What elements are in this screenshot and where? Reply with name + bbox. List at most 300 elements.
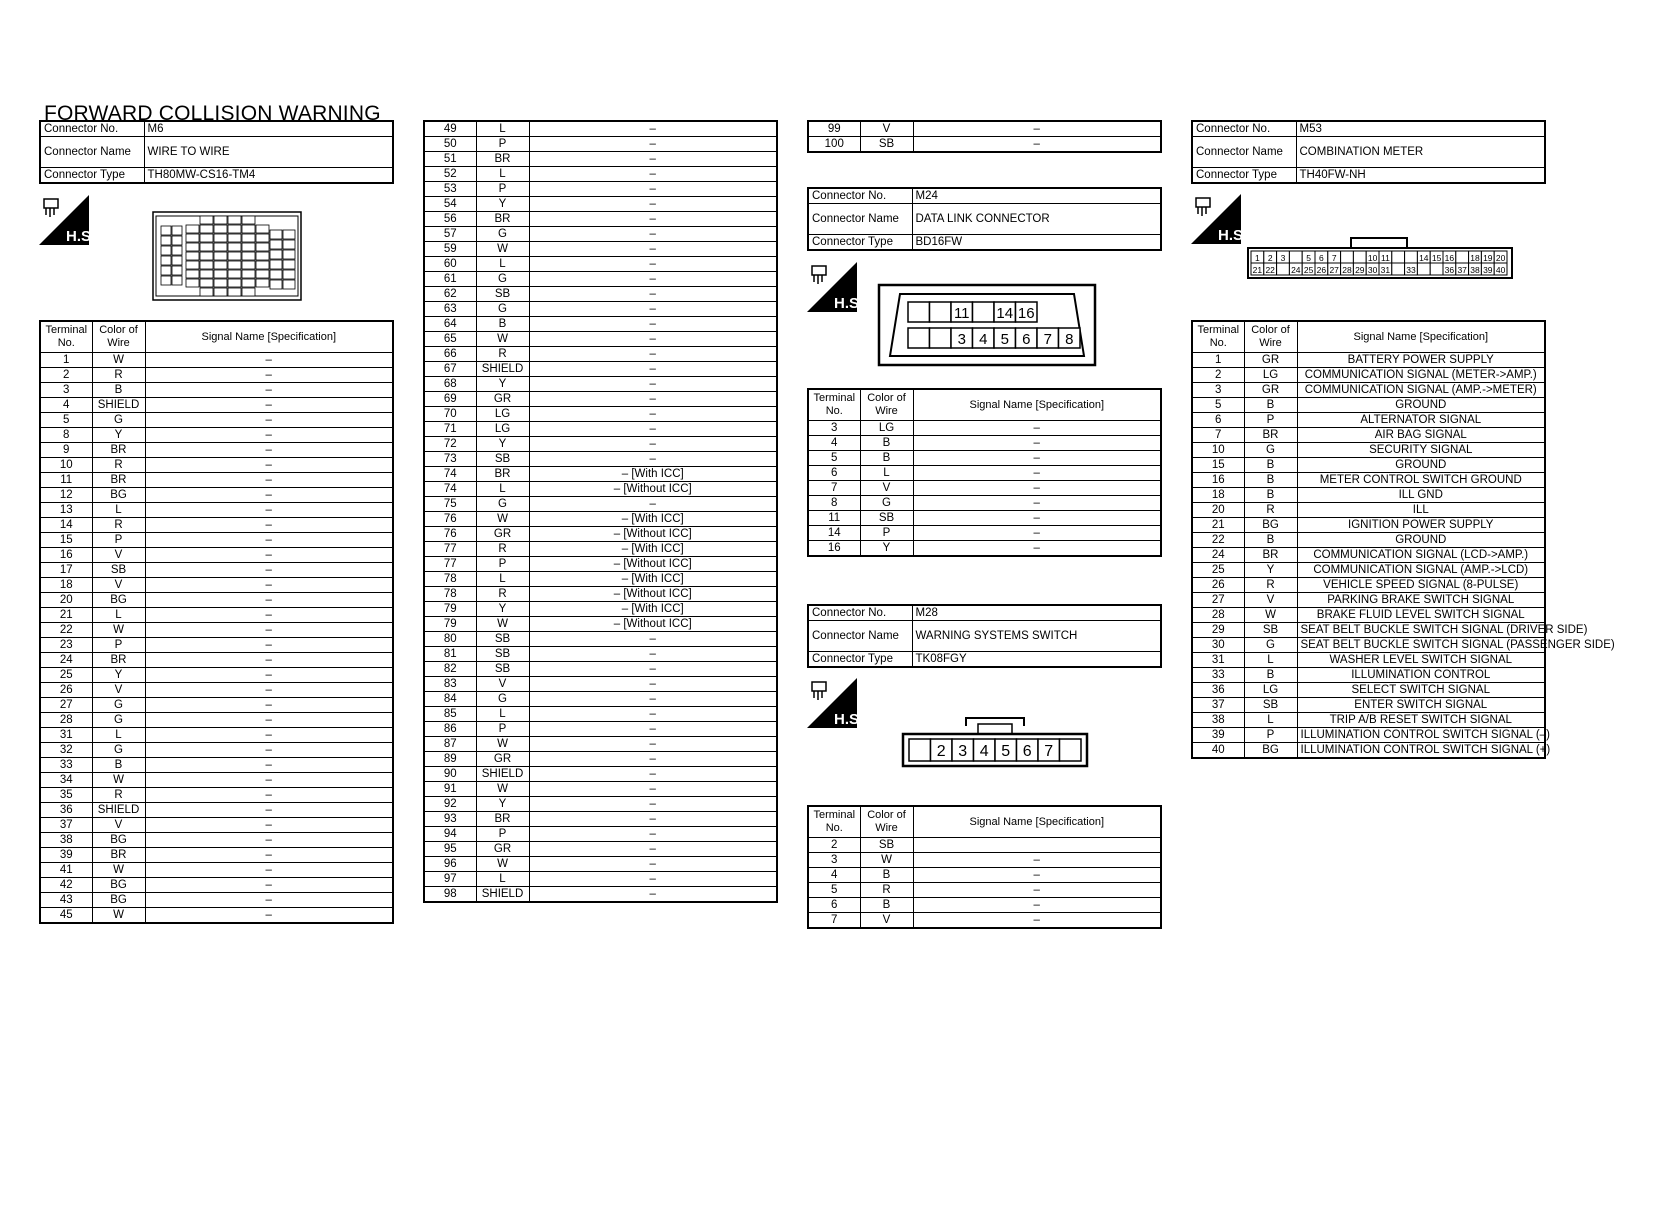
terminal-no-cell: 27 bbox=[1192, 593, 1244, 608]
terminal-no-cell: 20 bbox=[40, 593, 92, 608]
signal-name-cell: – bbox=[529, 197, 777, 212]
terminal-no-cell: 73 bbox=[424, 452, 476, 467]
wire-color-cell: W bbox=[92, 863, 145, 878]
pin-cavity bbox=[172, 256, 182, 265]
pin-number: 7 bbox=[1043, 331, 1052, 348]
wire-color-cell: R bbox=[860, 883, 913, 898]
signal-name-cell: VEHICLE SPEED SIGNAL (8-PULSE) bbox=[1297, 578, 1545, 593]
signal-name-cell: – bbox=[145, 848, 393, 863]
signal-name-cell: – bbox=[529, 857, 777, 872]
pin-cavity bbox=[256, 252, 269, 260]
pin-cavity bbox=[242, 243, 255, 251]
signal-name-cell: – bbox=[145, 398, 393, 413]
table-row bbox=[808, 121, 1161, 137]
pin-cavity bbox=[228, 270, 241, 278]
wire-color-cell: SB bbox=[476, 647, 529, 662]
wire-color-cell: BR bbox=[476, 812, 529, 827]
signal-name-cell: – bbox=[145, 458, 393, 473]
terminal-no-cell: 29 bbox=[1192, 623, 1244, 638]
pin-cavity bbox=[1392, 263, 1405, 275]
wire-color-cell: LG bbox=[1244, 683, 1297, 698]
wire-color-cell: V bbox=[92, 683, 145, 698]
signal-name-cell: – bbox=[529, 452, 777, 467]
pin-cavity bbox=[242, 261, 255, 269]
wire-color-cell: SB bbox=[476, 287, 529, 302]
pin-cavity bbox=[930, 328, 952, 348]
signal-name-cell: – bbox=[913, 137, 1161, 153]
signal-name-cell: – bbox=[529, 347, 777, 362]
connector-type-label: Connector Type bbox=[1192, 168, 1296, 184]
wire-color-cell: L bbox=[476, 257, 529, 272]
table-row bbox=[424, 332, 777, 347]
table-row bbox=[40, 758, 393, 773]
pin-number: 14 bbox=[1419, 253, 1429, 263]
pin-cavity bbox=[172, 226, 182, 235]
signal-name-cell: COMMUNICATION SIGNAL (AMP.->METER) bbox=[1297, 383, 1545, 398]
signal-name-cell: – bbox=[145, 443, 393, 458]
pin-cavity bbox=[283, 250, 295, 259]
signal-name-cell: GROUND bbox=[1297, 458, 1545, 473]
pin-number: 6 bbox=[1022, 743, 1032, 760]
terminal-no-cell: 90 bbox=[424, 767, 476, 782]
terminal-no-cell: 22 bbox=[1192, 533, 1244, 548]
connector-no-value: M24 bbox=[912, 188, 1161, 204]
pin-cavity bbox=[161, 276, 171, 285]
wire-color-cell: R bbox=[476, 587, 529, 602]
table-row bbox=[40, 383, 393, 398]
pin-cavity bbox=[270, 270, 282, 279]
terminal-no-cell: 80 bbox=[424, 632, 476, 647]
wire-color-cell: G bbox=[92, 413, 145, 428]
wire-color-cell: BR bbox=[1244, 548, 1297, 563]
table-row bbox=[40, 743, 393, 758]
terminal-no-cell: 64 bbox=[424, 317, 476, 332]
table-row bbox=[424, 137, 777, 152]
wire-color-cell: B bbox=[1244, 533, 1297, 548]
terminal-no-cell: 40 bbox=[1192, 743, 1244, 759]
pin-cavity bbox=[908, 302, 930, 322]
signal-name-cell: – bbox=[145, 653, 393, 668]
wire-color-cell: Y bbox=[860, 541, 913, 557]
pin-cavity bbox=[242, 270, 255, 278]
wire-color-cell: SB bbox=[476, 632, 529, 647]
terminal-no-cell: 8 bbox=[40, 428, 92, 443]
pin-cavity bbox=[256, 279, 269, 287]
table-row bbox=[808, 853, 1161, 868]
table-row bbox=[40, 458, 393, 473]
m28-connector-face-diagram bbox=[902, 716, 1090, 773]
table-row bbox=[424, 782, 777, 797]
wire-color-cell: B bbox=[1244, 458, 1297, 473]
m53-connector-face-diagram bbox=[1247, 234, 1515, 285]
table-row bbox=[424, 287, 777, 302]
terminal-no-cell: 28 bbox=[40, 713, 92, 728]
wire-color-cell: W bbox=[476, 782, 529, 797]
pin-cavity bbox=[283, 270, 295, 279]
wire-color-cell: P bbox=[92, 638, 145, 653]
table-row bbox=[424, 662, 777, 677]
table-row bbox=[808, 481, 1161, 496]
table-row bbox=[40, 413, 393, 428]
signal-name-cell: – bbox=[145, 413, 393, 428]
terminal-no-cell: 26 bbox=[40, 683, 92, 698]
signal-name-cell: – bbox=[529, 632, 777, 647]
terminal-no-cell: 1 bbox=[1192, 353, 1244, 368]
terminal-no-header: Terminal No. bbox=[1192, 321, 1244, 353]
table-row bbox=[808, 541, 1161, 557]
signal-name-cell: – bbox=[913, 481, 1161, 496]
wire-color-cell: LG bbox=[1244, 368, 1297, 383]
signal-name-cell: BRAKE FLUID LEVEL SWITCH SIGNAL bbox=[1297, 608, 1545, 623]
signal-name-cell: – bbox=[145, 863, 393, 878]
m24-connector-info bbox=[807, 187, 1162, 251]
harness-side-icon bbox=[807, 262, 864, 312]
signal-name-cell: WASHER LEVEL SWITCH SIGNAL bbox=[1297, 653, 1545, 668]
table-row bbox=[1192, 578, 1545, 593]
terminal-no-cell: 84 bbox=[424, 692, 476, 707]
terminal-no-cell: 39 bbox=[40, 848, 92, 863]
pin-cavity bbox=[1405, 251, 1418, 263]
table-row bbox=[808, 466, 1161, 481]
pin-cavity bbox=[186, 270, 199, 278]
terminal-no-cell: 59 bbox=[424, 242, 476, 257]
pin-cavity bbox=[200, 216, 213, 224]
table-row bbox=[424, 437, 777, 452]
signal-name-cell: – bbox=[913, 496, 1161, 511]
wire-color-cell: BG bbox=[1244, 518, 1297, 533]
wire-color-cell: SB bbox=[1244, 698, 1297, 713]
connector-housing bbox=[879, 285, 1095, 365]
connector-type-label: Connector Type bbox=[808, 235, 912, 251]
pin-number: 3 bbox=[958, 743, 968, 760]
connector-no-label: Connector No. bbox=[1192, 121, 1296, 137]
wire-color-cell: LG bbox=[860, 421, 913, 436]
signal-name-cell: – bbox=[529, 422, 777, 437]
table-row bbox=[40, 593, 393, 608]
wire-color-cell: R bbox=[92, 458, 145, 473]
terminal-no-cell: 7 bbox=[808, 913, 860, 929]
pin-number: 20 bbox=[1495, 253, 1506, 263]
pin-cavity bbox=[161, 236, 171, 245]
wire-color-cell: G bbox=[476, 272, 529, 287]
table-row bbox=[808, 137, 1161, 153]
table-row bbox=[808, 496, 1161, 511]
terminal-no-cell: 77 bbox=[424, 542, 476, 557]
wire-color-cell: GR bbox=[476, 752, 529, 767]
terminal-no-cell: 5 bbox=[1192, 398, 1244, 413]
terminal-no-cell: 23 bbox=[40, 638, 92, 653]
terminal-no-cell: 38 bbox=[40, 833, 92, 848]
pin-cavity bbox=[200, 225, 213, 233]
terminal-no-cell: 3 bbox=[40, 383, 92, 398]
wire-color-cell: W bbox=[476, 737, 529, 752]
table-row bbox=[808, 451, 1161, 466]
pin-number: 31 bbox=[1380, 265, 1391, 275]
pin-number: 3 bbox=[1280, 253, 1286, 263]
pin-number: 11 bbox=[953, 305, 970, 322]
signal-name-cell: – bbox=[913, 421, 1161, 436]
signal-name-cell: – bbox=[529, 317, 777, 332]
wire-color-cell: R bbox=[476, 542, 529, 557]
pin-cavity bbox=[200, 288, 213, 296]
connector-no-label: Connector No. bbox=[40, 121, 144, 137]
terminal-no-cell: 67 bbox=[424, 362, 476, 377]
harness-side-icon bbox=[39, 195, 96, 245]
pin-number: 27 bbox=[1329, 265, 1339, 275]
terminal-no-cell: 31 bbox=[1192, 653, 1244, 668]
terminal-no-cell: 78 bbox=[424, 572, 476, 587]
pin-number: 5 bbox=[1001, 743, 1011, 760]
terminal-no-cell: 71 bbox=[424, 422, 476, 437]
signal-name-cell: – bbox=[913, 466, 1161, 481]
wire-color-cell: R bbox=[92, 518, 145, 533]
signal-name-cell: – bbox=[529, 752, 777, 767]
terminal-no-cell: 10 bbox=[1192, 443, 1244, 458]
terminal-no-cell: 16 bbox=[808, 541, 860, 557]
terminal-no-cell: 7 bbox=[808, 481, 860, 496]
table-row bbox=[808, 883, 1161, 898]
pin-cavity bbox=[270, 250, 282, 259]
table-row bbox=[424, 827, 777, 842]
pin-cavity bbox=[270, 240, 282, 249]
pin-number: 6 bbox=[1022, 331, 1031, 348]
pin-cavity bbox=[186, 261, 199, 269]
m24-terminal-table bbox=[807, 388, 1162, 557]
signal-name-cell: – bbox=[913, 541, 1161, 557]
pin-cavity bbox=[214, 234, 227, 242]
signal-name-cell: – bbox=[913, 868, 1161, 883]
terminal-no-cell: 3 bbox=[808, 853, 860, 868]
pin-cavity bbox=[172, 266, 182, 275]
connector-type-label: Connector Type bbox=[808, 652, 912, 668]
signal-name-cell: – bbox=[529, 782, 777, 797]
pin-cavity bbox=[1417, 263, 1430, 275]
harness-side-icon bbox=[807, 678, 864, 728]
table-row bbox=[40, 818, 393, 833]
table-row bbox=[40, 443, 393, 458]
terminal-no-cell: 6 bbox=[1192, 413, 1244, 428]
signal-name-cell: – bbox=[145, 893, 393, 908]
signal-name-cell: ENTER SWITCH SIGNAL bbox=[1297, 698, 1545, 713]
table-row bbox=[424, 767, 777, 782]
table-row bbox=[1192, 593, 1545, 608]
pin-cavity bbox=[172, 276, 182, 285]
wire-color-cell: SB bbox=[476, 662, 529, 677]
pin-cavity bbox=[242, 288, 255, 296]
pin-cavity bbox=[186, 252, 199, 260]
signal-name-cell: – bbox=[529, 272, 777, 287]
signal-name-cell: – bbox=[145, 473, 393, 488]
signal-name-cell: – [With ICC] bbox=[529, 467, 777, 482]
terminal-no-cell: 89 bbox=[424, 752, 476, 767]
table-row bbox=[424, 617, 777, 632]
table-row bbox=[424, 347, 777, 362]
pin-cavity bbox=[930, 302, 952, 322]
terminal-no-cell: 14 bbox=[808, 526, 860, 541]
signal-name-cell: – bbox=[529, 212, 777, 227]
terminal-no-cell: 4 bbox=[808, 868, 860, 883]
terminal-no-cell: 11 bbox=[808, 511, 860, 526]
wire-color-cell: GR bbox=[476, 842, 529, 857]
wire-color-cell: GR bbox=[476, 392, 529, 407]
table-row bbox=[424, 677, 777, 692]
pin-number: 30 bbox=[1367, 265, 1378, 275]
terminal-no-cell: 14 bbox=[40, 518, 92, 533]
signal-name-cell: – bbox=[145, 548, 393, 563]
terminal-no-cell: 52 bbox=[424, 167, 476, 182]
signal-name-cell: – bbox=[145, 593, 393, 608]
signal-name-cell: SELECT SWITCH SIGNAL bbox=[1297, 683, 1545, 698]
terminal-no-cell: 97 bbox=[424, 872, 476, 887]
wire-color-cell: W bbox=[476, 242, 529, 257]
wire-color-cell: L bbox=[476, 572, 529, 587]
terminal-no-cell: 34 bbox=[40, 773, 92, 788]
signal-name-cell: – bbox=[529, 121, 777, 137]
wire-color-cell: B bbox=[860, 436, 913, 451]
wire-color-cell: G bbox=[476, 692, 529, 707]
signal-name-cell: – bbox=[145, 743, 393, 758]
signal-name-cell: – bbox=[913, 121, 1161, 137]
terminal-no-cell: 30 bbox=[1192, 638, 1244, 653]
harness-side-icon bbox=[1191, 194, 1248, 244]
signal-name-cell: – bbox=[529, 437, 777, 452]
pin-cavity bbox=[186, 225, 199, 233]
pin-cavity bbox=[1341, 251, 1354, 263]
signal-name-cell: ILLUMINATION CONTROL SWITCH SIGNAL (+) bbox=[1297, 743, 1545, 759]
signal-name-cell: – bbox=[145, 878, 393, 893]
terminal-no-cell: 9 bbox=[40, 443, 92, 458]
wire-color-cell: Y bbox=[1244, 563, 1297, 578]
terminal-no-cell: 33 bbox=[40, 758, 92, 773]
table-row bbox=[424, 512, 777, 527]
color-of-wire-header: Color of Wire bbox=[860, 806, 913, 838]
pin-cavity bbox=[270, 260, 282, 269]
wire-color-cell: P bbox=[476, 557, 529, 572]
table-row bbox=[1192, 533, 1545, 548]
pin-cavity bbox=[214, 270, 227, 278]
terminal-no-cell: 83 bbox=[424, 677, 476, 692]
terminal-no-cell: 74 bbox=[424, 467, 476, 482]
signal-name-cell: – bbox=[529, 722, 777, 737]
pin-cavity bbox=[908, 328, 930, 348]
pin-cavity bbox=[228, 252, 241, 260]
wire-color-cell: R bbox=[92, 788, 145, 803]
wire-color-cell: Y bbox=[476, 797, 529, 812]
wire-color-cell: LG bbox=[476, 407, 529, 422]
m53-terminal-table bbox=[1191, 320, 1615, 759]
wire-color-cell: BG bbox=[92, 593, 145, 608]
terminal-no-cell: 63 bbox=[424, 302, 476, 317]
signal-name-cell: – bbox=[529, 677, 777, 692]
signal-name-cell: SECURITY SIGNAL bbox=[1297, 443, 1545, 458]
wire-color-cell: B bbox=[1244, 488, 1297, 503]
signal-name-cell: ILLUMINATION CONTROL SWITCH SIGNAL (–) bbox=[1297, 728, 1545, 743]
table-row bbox=[1192, 728, 1545, 743]
signal-name-cell: SEAT BELT BUCKLE SWITCH SIGNAL (PASSENGER SIDE) bbox=[1297, 638, 1545, 653]
table-row bbox=[424, 227, 777, 242]
table-row bbox=[40, 608, 393, 623]
wire-color-cell: G bbox=[476, 497, 529, 512]
table-row bbox=[424, 797, 777, 812]
pin-cavity bbox=[242, 234, 255, 242]
pin-number: 16 bbox=[1444, 253, 1455, 263]
table-row bbox=[424, 121, 777, 137]
signal-name-cell: – bbox=[529, 332, 777, 347]
terminal-no-cell: 41 bbox=[40, 863, 92, 878]
wire-color-cell: B bbox=[860, 868, 913, 883]
wire-color-cell: SB bbox=[860, 838, 913, 853]
table-row bbox=[1192, 383, 1545, 398]
table-row bbox=[424, 197, 777, 212]
pin-cavity bbox=[200, 234, 213, 242]
table-row bbox=[40, 623, 393, 638]
terminal-no-cell: 95 bbox=[424, 842, 476, 857]
signal-name-cell: – bbox=[145, 623, 393, 638]
signal-name-cell: – [With ICC] bbox=[529, 512, 777, 527]
signal-name-cell: – bbox=[145, 488, 393, 503]
page-title: FORWARD COLLISION WARNING bbox=[44, 102, 381, 125]
signal-name-cell: – bbox=[529, 227, 777, 242]
pin-number: 8 bbox=[1065, 331, 1074, 348]
terminal-no-cell: 6 bbox=[808, 466, 860, 481]
signal-name-cell: COMMUNICATION SIGNAL (METER->AMP.) bbox=[1297, 368, 1545, 383]
pin-number: 38 bbox=[1470, 265, 1480, 275]
wire-color-cell: G bbox=[476, 302, 529, 317]
signal-name-cell: – bbox=[913, 883, 1161, 898]
terminal-no-cell: 91 bbox=[424, 782, 476, 797]
terminal-no-cell: 65 bbox=[424, 332, 476, 347]
table-row bbox=[40, 668, 393, 683]
table-row bbox=[40, 473, 393, 488]
wire-color-cell: L bbox=[476, 167, 529, 182]
wire-color-cell: SHIELD bbox=[476, 767, 529, 782]
signal-name-cell: – bbox=[529, 767, 777, 782]
table-row bbox=[40, 638, 393, 653]
pin-number: 5 bbox=[1000, 331, 1009, 348]
pin-cavity bbox=[200, 261, 213, 269]
wire-color-cell: Y bbox=[92, 668, 145, 683]
pin-cavity bbox=[242, 225, 255, 233]
terminal-no-cell: 24 bbox=[1192, 548, 1244, 563]
wire-color-cell: SHIELD bbox=[92, 398, 145, 413]
wire-color-cell: SB bbox=[476, 452, 529, 467]
pin-number: 3 bbox=[957, 331, 966, 348]
table-row bbox=[808, 421, 1161, 436]
table-row bbox=[40, 848, 393, 863]
table-row bbox=[424, 647, 777, 662]
table-row bbox=[1192, 518, 1545, 533]
signal-name-cell: – bbox=[529, 287, 777, 302]
wire-color-cell: BG bbox=[92, 893, 145, 908]
terminal-no-cell: 62 bbox=[424, 287, 476, 302]
wire-color-cell: G bbox=[476, 227, 529, 242]
wire-color-cell: P bbox=[92, 533, 145, 548]
table-row bbox=[40, 488, 393, 503]
terminal-no-cell: 39 bbox=[1192, 728, 1244, 743]
pin-cavity bbox=[214, 288, 227, 296]
table-row bbox=[1192, 503, 1545, 518]
wire-color-cell: B bbox=[860, 898, 913, 913]
signal-name-cell: TRIP A/B RESET SWITCH SIGNAL bbox=[1297, 713, 1545, 728]
pin-cavity bbox=[214, 243, 227, 251]
wire-color-cell: G bbox=[92, 713, 145, 728]
terminal-no-cell: 42 bbox=[40, 878, 92, 893]
wire-color-cell: Y bbox=[476, 437, 529, 452]
signal-name-cell: – bbox=[529, 182, 777, 197]
terminal-no-cell: 61 bbox=[424, 272, 476, 287]
signal-name-cell: BATTERY POWER SUPPLY bbox=[1297, 353, 1545, 368]
wire-color-cell: BR bbox=[476, 467, 529, 482]
